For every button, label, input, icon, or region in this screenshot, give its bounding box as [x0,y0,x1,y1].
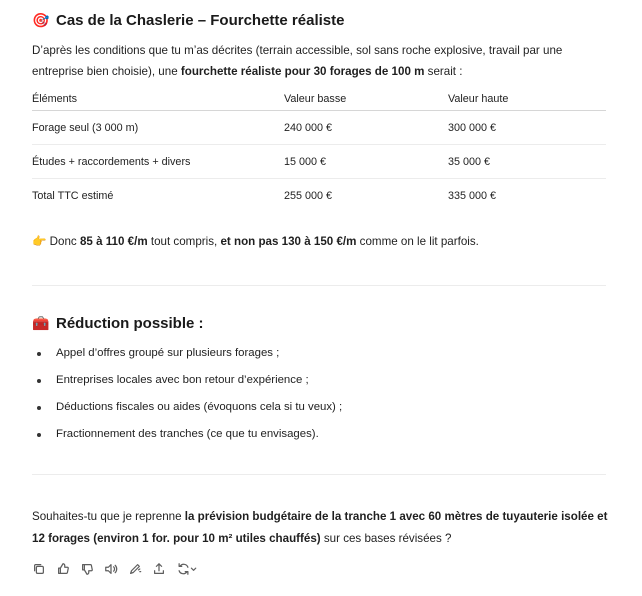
thumbs-down-icon [80,562,94,576]
conclusion-text: comme on le lit parfois. [356,235,479,248]
divider [32,285,606,286]
table-cell: Forage seul (3 000 m) [32,111,284,145]
table-cell: 240 000 € [284,111,448,145]
read-aloud-button[interactable] [102,560,120,578]
table-cell: Études + raccordements + divers [32,145,284,179]
table-row [32,145,606,179]
table-cell: 335 000 € [448,189,497,202]
share-icon [152,562,166,576]
divider [32,474,606,475]
share-button[interactable] [150,560,168,578]
table-row [32,111,606,145]
section-heading-fourchette [32,12,344,29]
table-header-row [32,88,606,111]
copy-icon [32,562,46,576]
table-cell: 255 000 € [284,189,333,202]
intro-text-end: serait : [424,65,463,78]
table-row [32,179,606,213]
conclusion-bold: 85 à 110 €/m [79,235,148,248]
table-header: Valeur basse [284,88,448,111]
reduction-list [32,340,342,448]
copy-button[interactable] [30,560,48,578]
regenerate-button[interactable] [174,560,200,578]
conclusion-bold: et non pas 130 à 150 €/m [220,235,357,248]
conclusion-paragraph [32,231,612,252]
list-item: Déductions fiscales ou aides (évoquons cela si tu veux) ; [32,394,342,421]
target-icon: 🎯 [32,12,50,28]
section-title: Réduction possible : [56,315,204,332]
edit-button[interactable] [126,560,144,578]
section-title: Cas de la Chaslerie – Fourchette réaliste [56,12,345,29]
regenerate-icon [176,562,198,576]
toolbox-icon: 🧰 [32,315,50,331]
table-cell: 35 000 € [448,145,606,179]
pointing-hand-icon: 👉 [32,235,47,248]
question-paragraph [32,506,612,550]
list-item: Appel d’offres groupé sur plusieurs forages ; [32,340,342,367]
table-header: Valeur haute [448,88,606,111]
table-cell: 300 000 € [448,111,606,145]
conclusion-text: Donc [46,235,80,248]
list-item: Entreprises locales avec bon retour d’expérience ; [32,367,342,394]
message-actions [30,560,200,578]
list-item: Fractionnement des tranches (ce que tu envisages). [32,421,342,448]
table-header: Éléments [32,88,284,111]
conclusion-text: tout compris, [147,235,221,248]
table-cell: 15 000 € [284,145,448,179]
table-cell: Total TTC estimé [32,189,114,202]
intro-text: D’après les conditions que tu m’as décrites (terrain accessible, sol sans roche explosive, travail par une entreprise bien choisie), une [32,44,563,78]
thumbs-up-button[interactable] [54,560,72,578]
intro-bold: fourchette réaliste pour 30 forages de 100 m [180,65,425,78]
thumbs-up-icon [56,562,70,576]
edit-icon [128,562,142,576]
intro-paragraph [32,40,612,82]
question-bold: la prévision budgétaire de la tranche 1 avec 60 mètres de tuyauterie isolée et 12 forages (environ 1 for. pour 10 m² utiles chauffés) [32,510,608,545]
thumbs-down-button[interactable] [78,560,96,578]
question-text: Souhaites-tu que je reprenne [32,510,185,523]
cost-table [32,88,606,212]
question-text-end: sur ces bases révisées ? [320,532,452,545]
section-heading-reduction [32,315,204,332]
speaker-icon [104,562,118,576]
